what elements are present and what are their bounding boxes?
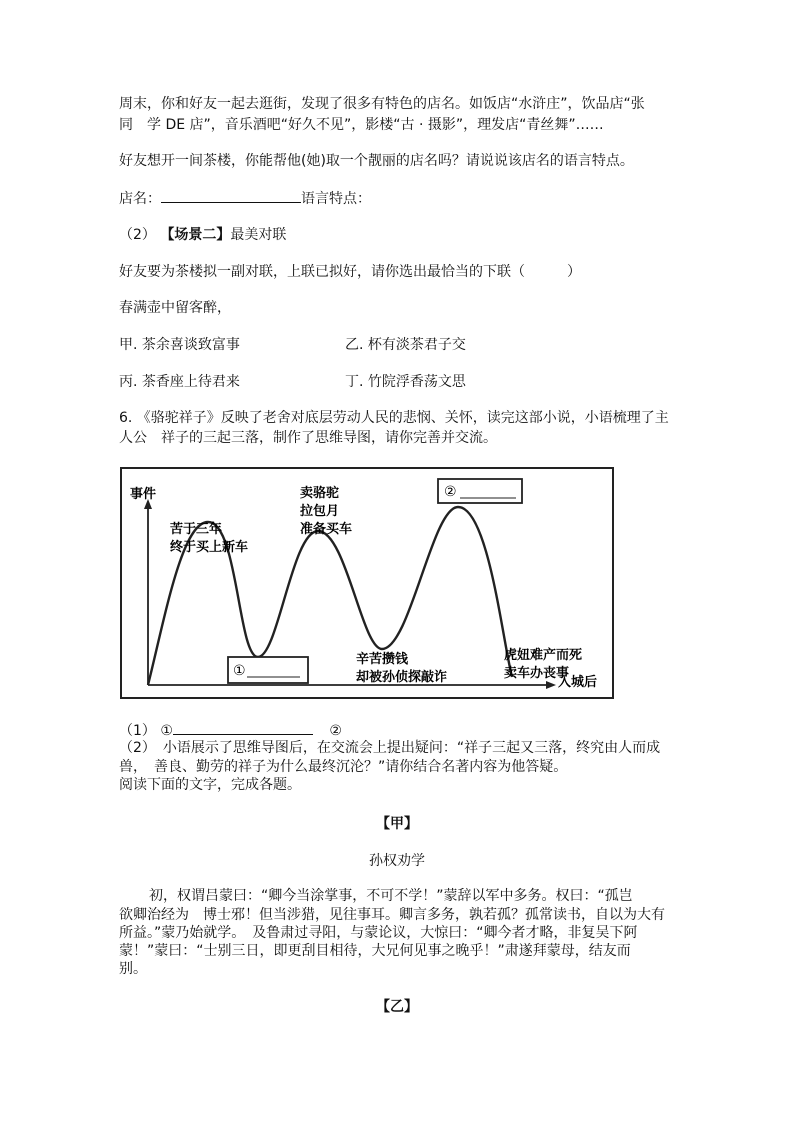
answer-line-3: 兽， 善良、勤劳的祥子为什么最终沉沦？”请你结合名著内容为他答疑。 <box>119 759 568 775</box>
option-jia: 甲. 茶余喜谈致富事 <box>119 337 240 353</box>
intro-line-1: 周末，你和好友一起去逛街，发现了很多有特色的店名。如饭店“水浒庄”，饮品店“张 <box>119 96 645 112</box>
passage-line-2: 欲卿治经为 博士邪！但当涉猎，见往事耳。卿言多务，孰若孤？孤常读书，自以为大有 <box>119 907 665 923</box>
scene2-tag: 【场景二】 <box>160 227 231 243</box>
scene2-number: （2） <box>119 227 156 243</box>
yi-tag: 【乙】 <box>376 999 418 1015</box>
answer-blank-1-label: ① <box>160 723 173 739</box>
ending-line-1: 虎妞难产而死 <box>504 648 583 663</box>
peak1-line-1: 苦于三年 <box>170 522 223 537</box>
language-feature-label: 语言特点： <box>301 191 371 207</box>
trough2-line-2: 却被孙侦探敲诈 <box>356 670 448 685</box>
answer-blank-1[interactable] <box>173 720 313 735</box>
passage-line-5: 别。 <box>119 961 147 977</box>
answer-line-2: （2） 小语展示了思维导图后，在交流会上提出疑问：“祥子三起又三落，终究由人而成 <box>119 740 661 756</box>
q6-line-1: 6. 《骆驼祥子》反映了老舍对底层劳动人民的悲悯、关怀，读完这部小说，小语梳理了主 <box>119 410 669 426</box>
passage-title: 孙权劝学 <box>369 853 425 869</box>
trough2-line-1: 辛苦攒钱 <box>356 652 409 667</box>
answer-1-number: （1） <box>119 723 156 739</box>
passage-line-3: 所益。”蒙乃始就学。 及鲁肃过寻阳，与蒙论议，大惊曰：“卿今者才略，非复吴下阿 <box>119 925 638 941</box>
q1-prompt: 好友想开一间茶楼，你能帮他(她)取一个靓丽的店名吗？请说说该店名的语言特点。 <box>119 153 634 169</box>
passage-line-1: 初，权谓吕蒙曰：“卿今当涂掌事，不可不学！”蒙辞以军中多务。权曰：“孤岂 <box>149 888 633 904</box>
peak2-line-1: 卖骆驼 <box>300 486 340 501</box>
scene2-heading <box>119 225 286 245</box>
jia-tag: 【甲】 <box>376 816 418 832</box>
intro-line-2: 同 学 DE 店”，音乐酒吧“好久不见”，影楼“古 · 摄影”，理发店“青丝舞”…… <box>119 117 604 133</box>
peak2-line-2: 拉包月 <box>300 504 340 519</box>
passage-line-4: 蒙！”蒙曰：“士别三日，即更刮目相待，大兄何见事之晚乎！”肃遂拜蒙母，结友而 <box>119 943 631 959</box>
mind-map-diagram <box>120 467 614 699</box>
store-name-label: 店名： <box>119 191 161 207</box>
x-axis-label: 入城后 <box>558 675 598 690</box>
q1-answer-line <box>119 188 371 209</box>
blank-box-2-label: ② <box>444 484 457 500</box>
q6-line-2: 人公 祥子的三起三落，制作了思维导图，请你完善并交流。 <box>119 430 497 446</box>
ending-line-2: 卖车办丧事 <box>504 666 570 681</box>
scene2-prompt: 好友要为茶楼拟一副对联，上联已拟好，请你选出最恰当的下联（ ） <box>119 264 581 280</box>
option-yi: 乙. 杯有淡茶君子交 <box>345 337 466 353</box>
peak1-line-2: 终于买上新车 <box>170 540 249 555</box>
y-axis-label: 事件 <box>130 487 157 502</box>
option-bing: 丙. 茶香座上待君来 <box>119 374 240 390</box>
store-name-blank[interactable] <box>161 188 301 203</box>
option-ding: 丁. 竹院浮香荡文思 <box>345 374 466 390</box>
couplet-upper: 春满壶中留客醉， <box>119 300 231 316</box>
blank-box-1-label: ① <box>233 663 246 679</box>
scene2-title: 最美对联 <box>230 227 287 243</box>
answer-blank-2-label: ② <box>329 723 342 739</box>
peak2-line-3: 准备买车 <box>300 522 353 537</box>
reading-instruction: 阅读下面的文字，完成各题。 <box>119 777 301 793</box>
